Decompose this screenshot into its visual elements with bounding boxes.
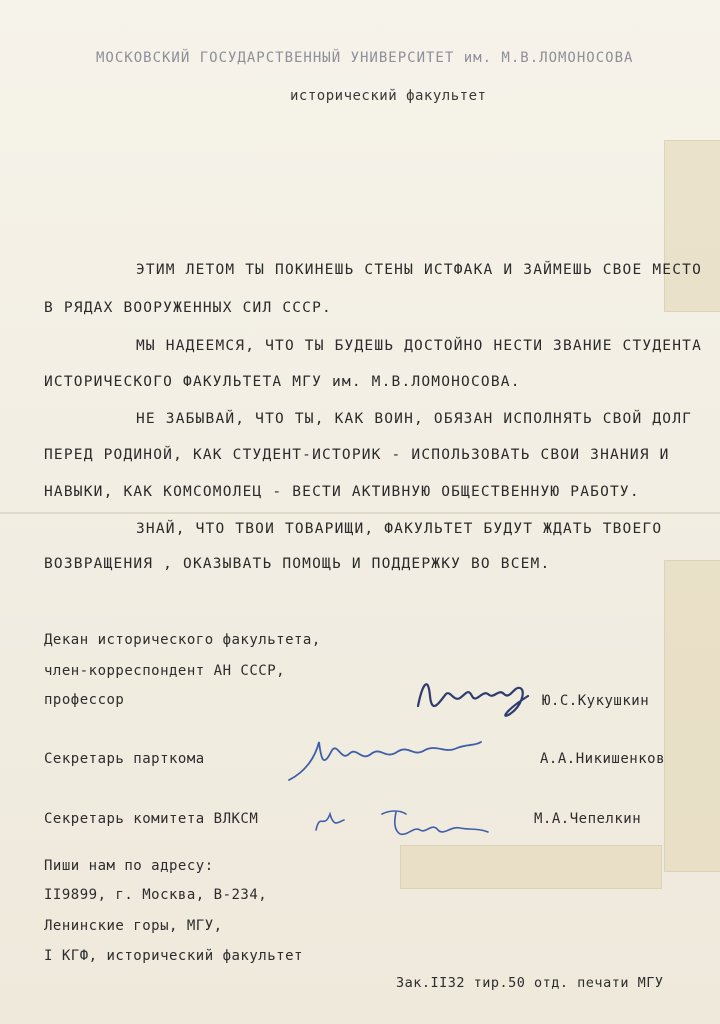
- dean-title-line-3: профессор: [44, 692, 125, 708]
- print-info: Зак.II32 тир.50 отд. печати МГУ: [396, 975, 664, 991]
- body-line-7: НАВЫКИ, КАК КОМСОМОЛЕЦ - ВЕСТИ АКТИВНУЮ ОБЩЕСТВЕННУЮ РАБОТУ.: [44, 484, 640, 500]
- address-line-3: Ленинские горы, МГУ,: [44, 918, 223, 934]
- komsomol-secretary-signature: [310, 800, 500, 845]
- university-name: МОСКОВСКИЙ ГОСУДАРСТВЕННЫЙ УНИВЕРСИТЕТ им. М.В.ЛОМОНОСОВА: [96, 50, 634, 66]
- dean-title-line-2: член-корреспондент АН СССР,: [44, 663, 286, 679]
- komsomol-secretary-name: М.А.Чепелкин: [534, 811, 642, 827]
- tape-strip-right-bottom: [664, 560, 720, 872]
- address-line-1: Пиши нам по адресу:: [44, 858, 214, 874]
- body-line-9: ВОЗВРАЩЕНИЯ , ОКАЗЫВАТЬ ПОМОЩЬ И ПОДДЕРЖКУ ВО ВСЕМ.: [44, 556, 551, 572]
- body-line-4: ИСТОРИЧЕСКОГО ФАКУЛЬТЕТА МГУ им. М.В.ЛОМОНОСОВА.: [44, 374, 521, 390]
- body-line-1: ЭТИМ ЛЕТОМ ТЫ ПОКИНЕШЬ СТЕНЫ ИСТФАКА И ЗАЙМЕШЬ СВОЕ МЕСТО: [136, 262, 702, 278]
- body-line-3: МЫ НАДЕЕМСЯ, ЧТО ТЫ БУДЕШЬ ДОСТОЙНО НЕСТИ ЗВАНИЕ СТУДЕНТА: [136, 338, 702, 354]
- dean-title-line-1: Декан исторического факультета,: [44, 632, 321, 648]
- party-secretary-signature: [285, 728, 485, 788]
- body-line-2: В РЯДАХ ВООРУЖЕННЫХ СИЛ СССР.: [44, 300, 332, 316]
- body-line-5: НЕ ЗАБЫВАЙ, ЧТО ТЫ, КАК ВОИН, ОБЯЗАН ИСПОЛНЯТЬ СВОЙ ДОЛГ: [136, 411, 693, 427]
- komsomol-secretary-title: Секретарь комитета ВЛКСМ: [44, 811, 259, 827]
- address-line-4: I КГФ, исторический факультет: [44, 948, 303, 964]
- party-secretary-name: А.А.Никишенков: [540, 751, 666, 767]
- tape-patch-bottom: [400, 845, 662, 889]
- fold-line: [0, 512, 720, 514]
- faculty-name: исторический факультет: [290, 88, 487, 104]
- body-line-6: ПЕРЕД РОДИНОЙ, КАК СТУДЕНТ-ИСТОРИК - ИСПОЛЬЗОВАТЬ СВОИ ЗНАНИЯ И: [44, 447, 670, 463]
- address-line-2: II9899, г. Москва, В-234,: [44, 887, 268, 903]
- tape-strip-right-top: [664, 140, 720, 312]
- party-secretary-title: Секретарь парткома: [44, 751, 205, 767]
- dean-signature: [410, 666, 535, 726]
- dean-name: Ю.С.Кукушкин: [542, 693, 650, 709]
- body-line-8: ЗНАЙ, ЧТО ТВОИ ТОВАРИЩИ, ФАКУЛЬТЕТ БУДУТ ЖДАТЬ ТВОЕГО: [136, 521, 663, 537]
